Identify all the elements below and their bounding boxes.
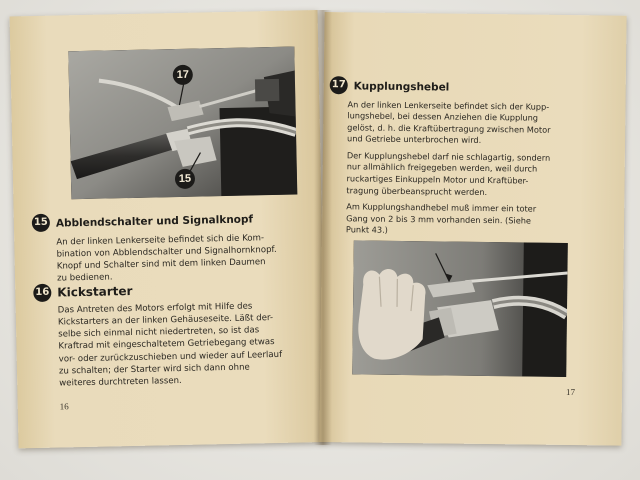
text-line: bination von Abblendschalter und Signalhornknopf. bbox=[56, 244, 277, 260]
page-number-right: 17 bbox=[565, 386, 576, 398]
text-line: An der linken Lenkerseite befindet sich der Kupp- bbox=[347, 98, 550, 112]
text-line: und Getriebe unterbrochen wird. bbox=[347, 133, 482, 146]
text-line: Gang von 2 bis 3 mm vorhanden sein. (Siehe bbox=[346, 213, 532, 226]
clutch-lever-illustration bbox=[352, 240, 568, 377]
section-15-number: 15 bbox=[32, 213, 50, 231]
text-line: Kraftrad mit eingeschaltetem Getriebegang etwas bbox=[58, 337, 275, 352]
text-line: Das Antreten des Motors erfolgt mit Hilfe des bbox=[57, 300, 253, 316]
text-line: zu bedienen. bbox=[56, 272, 113, 284]
section-16 bbox=[33, 276, 307, 390]
section-17 bbox=[328, 74, 602, 239]
book-gutter bbox=[314, 10, 332, 445]
section-17-title: Kupplungshebel bbox=[353, 80, 450, 94]
section-15-title: Abblendschalter und Signalknopf bbox=[55, 213, 254, 230]
section-17-number: 17 bbox=[330, 76, 348, 94]
text-line: weiteres durchtreten lassen. bbox=[59, 376, 182, 389]
text-line: ruckartiges Einkuppeln Motor und Kraftüber- bbox=[346, 173, 529, 186]
text-line: Kickstarters an der linken Gehäuseseite. Läßt der- bbox=[57, 312, 274, 328]
text-line: vor- oder zurückzuschieben und wieder auf Leerlauf bbox=[58, 349, 283, 365]
text-line: Knopf und Schalter sind mit dem linken Daumen bbox=[56, 257, 266, 272]
section-16-title: Kickstarter bbox=[57, 283, 133, 300]
text-line: Der Kupplungshebel darf nie schlagartig, sondern bbox=[346, 150, 551, 163]
section-17-para-1 bbox=[329, 99, 602, 149]
text-line: zu schalten; der Starter wird sich dann ohne bbox=[58, 362, 250, 377]
section-16-number: 16 bbox=[33, 283, 51, 301]
text-line: nur allmählich freigegeben werden, weil durch bbox=[346, 161, 538, 175]
text-line: An der linken Lenkerseite befindet sich die Kom- bbox=[56, 232, 265, 248]
section-16-body bbox=[34, 299, 308, 391]
callout-15: 15 bbox=[175, 169, 195, 189]
text-line: gelöst, d. h. die Kraftübertragung zwischen Motor bbox=[347, 121, 551, 135]
section-17-para-3 bbox=[328, 201, 600, 239]
text-line: lungshebel, bei dessen Anziehen die Kupplung bbox=[347, 110, 539, 123]
section-17-para-2 bbox=[328, 150, 601, 200]
left-page bbox=[10, 10, 327, 448]
text-line: tragung überbeansprucht werden. bbox=[346, 184, 488, 197]
callout-17: 17 bbox=[173, 65, 193, 85]
text-line: selbe sich einmal nicht niedertreten, so ist das bbox=[58, 325, 260, 340]
text-line: Punkt 43.) bbox=[345, 224, 388, 236]
text-line: Am Kupplungshandhebel muß immer ein toter bbox=[346, 201, 537, 214]
handlebar-photo-left bbox=[68, 47, 297, 200]
section-15 bbox=[32, 206, 305, 285]
clutch-lever-photo bbox=[352, 240, 568, 377]
right-page bbox=[319, 12, 626, 446]
page-number-left: 16 bbox=[59, 401, 69, 412]
